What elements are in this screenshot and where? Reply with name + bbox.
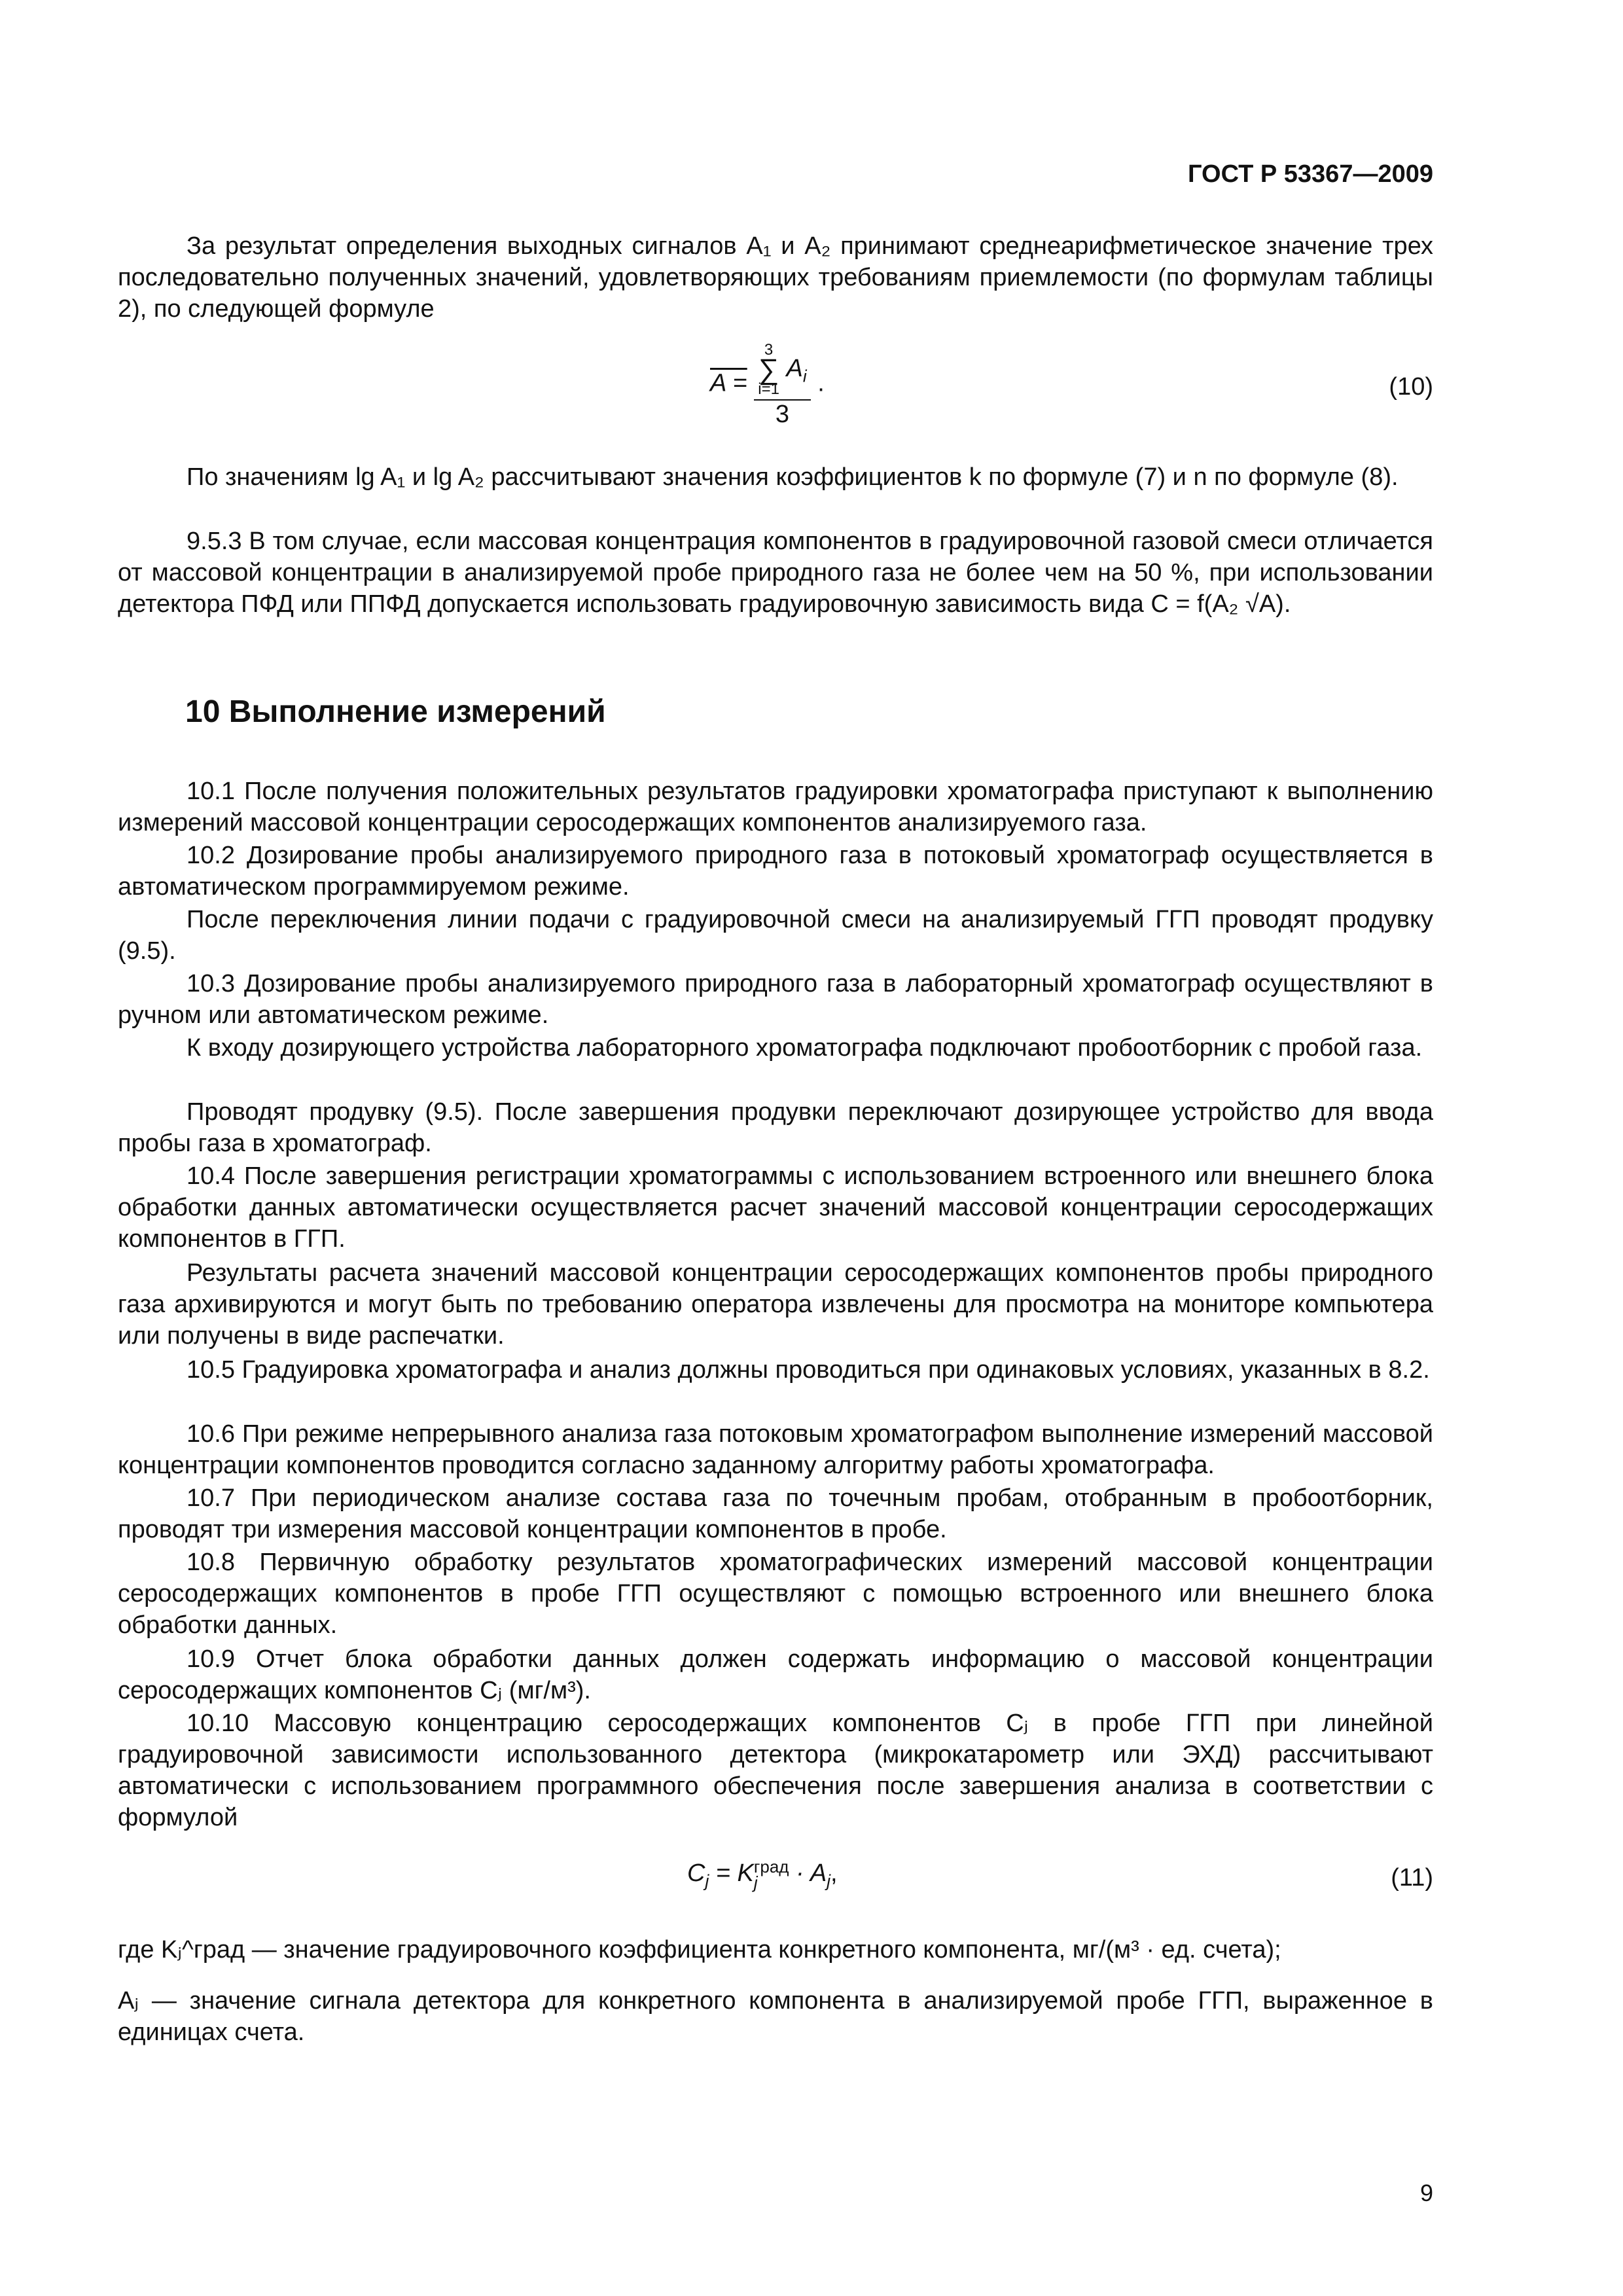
paragraph-10-7: 10.7 При периодическом анализе состава газа по точечным пробам, отобранным в пробоотборник, проводят три измерения массовой концентрации компонентов в пробе.	[118, 1484, 1433, 1543]
paragraph-10-4: 10.4 После завершения регистрации хроматограммы с использованием встроенного или внешнего блока обработки данных автоматически осуществляется расчет значений массовой концентрации серосодержащих компонентов в ГГП.	[118, 1162, 1433, 1253]
where-definition-a: Aⱼ — значение сигнала детектора для конкретного компонента в анализируемой пробе ГГП, выраженное в единицах счета.	[118, 1987, 1433, 2046]
section-title: 10 Выполнение измерений	[185, 694, 606, 729]
sum-term-sub: i	[802, 366, 807, 386]
formula-10-fraction	[754, 340, 810, 429]
paragraph-10-2-purge: После переключения линии подачи с градуировочной смеси на анализируемый ГГП проводят продувку (9.5).	[118, 906, 1433, 965]
paragraph-10-2: 10.2 Дозирование пробы анализируемого природного газа в потоковый хроматограф осуществляется в автоматическом программируемом режиме.	[118, 842, 1433, 901]
formula-10-lhs: A =	[710, 369, 747, 397]
paragraph-10-6: 10.6 При режиме непрерывного анализа газа потоковым хроматографом выполнение измерений массовой концентрации компонентов проводится согласно заданному алгоритму работы хроматографа.	[118, 1420, 1433, 1479]
sum-symbol: ∑	[758, 353, 779, 386]
paragraph-10-3-purge: Проводят продувку (9.5). После завершения продувки переключают дозирующее устройство для ввода пробы газа в хроматограф.	[118, 1098, 1433, 1157]
paragraph-lg-values: По значениям lg A₁ и lg A₂ рассчитывают значения коэффициентов k по формуле (7) и n по формуле (8).	[187, 463, 1399, 491]
page-number: 9	[1419, 2179, 1433, 2206]
equation-number-10: (10)	[1389, 373, 1433, 401]
paragraph-10-9: 10.9 Отчет блока обработки данных должен содержать информацию о массовой концентрации серосодержащих компонентов Cⱼ (мг/м³).	[118, 1645, 1433, 1704]
formula-10-tail: .	[817, 369, 825, 397]
formula-10-numerator	[754, 340, 810, 401]
equation-number-11: (11)	[1391, 1864, 1433, 1892]
paragraph-10-3-inlet: К входу дозирующего устройства лабораторного хроматографа подключают пробоотборник с пробой газа.	[187, 1034, 1423, 1062]
standard-header: ГОСТ Р 53367—2009	[1188, 160, 1433, 188]
formula-10	[710, 340, 825, 429]
k-subscript: j	[753, 1873, 758, 1892]
formula-10-denominator: 3	[775, 401, 790, 428]
paragraph-10-10: 10.10 Массовую концентрацию серосодержащих компонентов Cⱼ в пробе ГГП при линейной градуировочной зависимости использованного детектора (микрокатарометр или ЭХД) рассчитывают автоматически с использованием программного обеспечения после завершения анализа в соответствии с формулой	[118, 1710, 1433, 1831]
where-definition-k: где Kⱼ^град — значение градуировочного коэффициента конкретного компонента, мг/(м³ · ед. счета);	[118, 1936, 1281, 1964]
paragraph-9-5-3: 9.5.3 В том случае, если массовая концентрация компонентов в градуировочной газовой смеси отличается от массовой концентрации в анализируемой пробе природного газа не более чем на 50 %, при использовании детектора ПФД или ППФД допускается использовать градуировочную зависимость вида C = f(A₂ √A).	[118, 528, 1433, 618]
paragraph-10-8: 10.8 Первичную обработку результатов хроматографических измерений массовой концентрации серосодержащих компонентов в пробе ГГП осуществляют с помощью встроенного или внешнего блока обработки данных.	[118, 1549, 1433, 1639]
paragraph-10-1: 10.1 После получения положительных результатов градуировки хроматографа приступают к выполнению измерений массовой концентрации серосодержащих компонентов анализируемого газа.	[118, 778, 1433, 836]
formula-11-lhs: C	[687, 1859, 705, 1888]
k-superscript: град	[753, 1857, 789, 1876]
paragraph-10-4-results: Результаты расчета значений массовой концентрации серосодержащих компонентов пробы природного газа архивируются и могут быть по требованию оператора извлечены для просмотра на мониторе компьютера или получены в виде распечатки.	[118, 1259, 1433, 1350]
paragraph-10-3: 10.3 Дозирование пробы анализируемого природного газа в лабораторный хроматограф осуществляют в ручном или автоматическом режиме.	[118, 970, 1433, 1029]
paragraph-result-definition: За результат определения выходных сигналов A₁ и A₂ принимают среднеарифметическое значение трех последовательно полученных значений, удовлетворяющих требованиям приемлемости (по формулам таблицы 2), по следующей формуле	[118, 232, 1433, 323]
sum-upper-limit: 3	[764, 341, 774, 359]
sum-term: A	[786, 355, 803, 383]
paragraph-10-5: 10.5 Градуировка хроматографа и анализ должны проводиться при одинаковых условиях, указанных в 8.2.	[187, 1356, 1430, 1384]
formula-11: $C_j = K$ град j · $A_j$,	[687, 1857, 838, 1892]
sum-lower-limit: i=1	[758, 380, 779, 398]
